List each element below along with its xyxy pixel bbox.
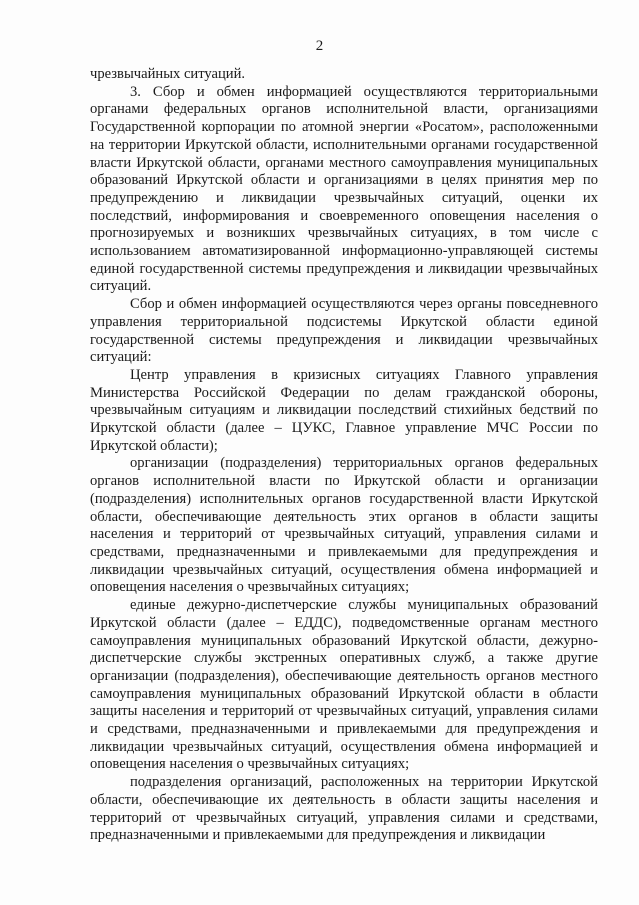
paragraph-federal-organizations: организации (подразделения) территориальных органов федеральных органов исполнительной власти по Иркутской области и организации (подразделения) исполнительных органов государственной власти Иркутской области, обеспечивающие деятельность этих органов в области защиты населения и территорий от чрезвычайных ситуаций, управления силами и средствами, предназначенными и привлекаемыми для предупреждения и ликвидации чрезвычайных ситуаций, осуществления обмена информацией и оповещения населения о чрезвычайных ситуациях; xyxy=(90,455,598,596)
paragraph-tsuks: Центр управления в кризисных ситуациях Главного управления Министерства Российской Федерации по делам гражданской обороны, чрезвычайным ситуациям и ликвидации последствий стихийных бедствий по Иркутской области (далее – ЦУКС, Главное управление МЧС России по Иркутской области); xyxy=(90,366,598,454)
document-body xyxy=(90,66,598,845)
paragraph-exchange-bodies: Сбор и обмен информацией осуществляются через органы повседневного управления территориальной подсистемы Иркутской области единой государственной системы предупреждения и ликвидации чрезвычайных ситуаций: xyxy=(90,296,598,366)
paragraph-organization-divisions: подразделения организаций, расположенных на территории Иркутской области, обеспечивающие их деятельность в области защиты населения и территорий от чрезвычайных ситуаций, управления силами и средствами, предназначенными и привлекаемыми для предупреждения и ликвидации xyxy=(90,774,598,844)
paragraph-edds: единые дежурно-диспетчерские службы муниципальных образований Иркутской области (далее – ЕДДС), подведомственные органам местного самоуправления муниципальных образований Иркутской области, дежурно-диспетчерские службы экстренных оперативных служб, а также другие организации (подразделения), обеспечивающие деятельность органов местного самоуправления муниципальных образований Иркутской области в области защиты населения и территорий от чрезвычайных ситуаций, управления силами и средствами, предназначенными и привлекаемыми для предупреждения и ликвидации чрезвычайных ситуаций, осуществления обмена информацией и оповещения населения о чрезвычайных ситуациях; xyxy=(90,597,598,773)
paragraph-continuation: чрезвычайных ситуаций. xyxy=(90,66,246,82)
paragraph-item-3: 3. Сбор и обмен информацией осуществляются территориальными органами федеральных органов исполнительной власти, организациями Государственной корпорации по атомной энергии «Росатом», расположенными на территории Иркутской области, исполнительными органами государственной власти Иркутской области, органами местного самоуправления муниципальных образований Иркутской области и организациями в целях принятия мер по предупреждению и ликвидации чрезвычайных ситуаций, оценки их последствий, информирования и своевременного оповещения населения о прогнозируемых и возникших чрезвычайных ситуациях, в том числе с использованием автоматизированной информационно-управляющей системы единой государственной системы предупреждения и ликвидации чрезвычайных ситуаций. xyxy=(90,83,598,295)
page-number: 2 xyxy=(315,38,324,54)
